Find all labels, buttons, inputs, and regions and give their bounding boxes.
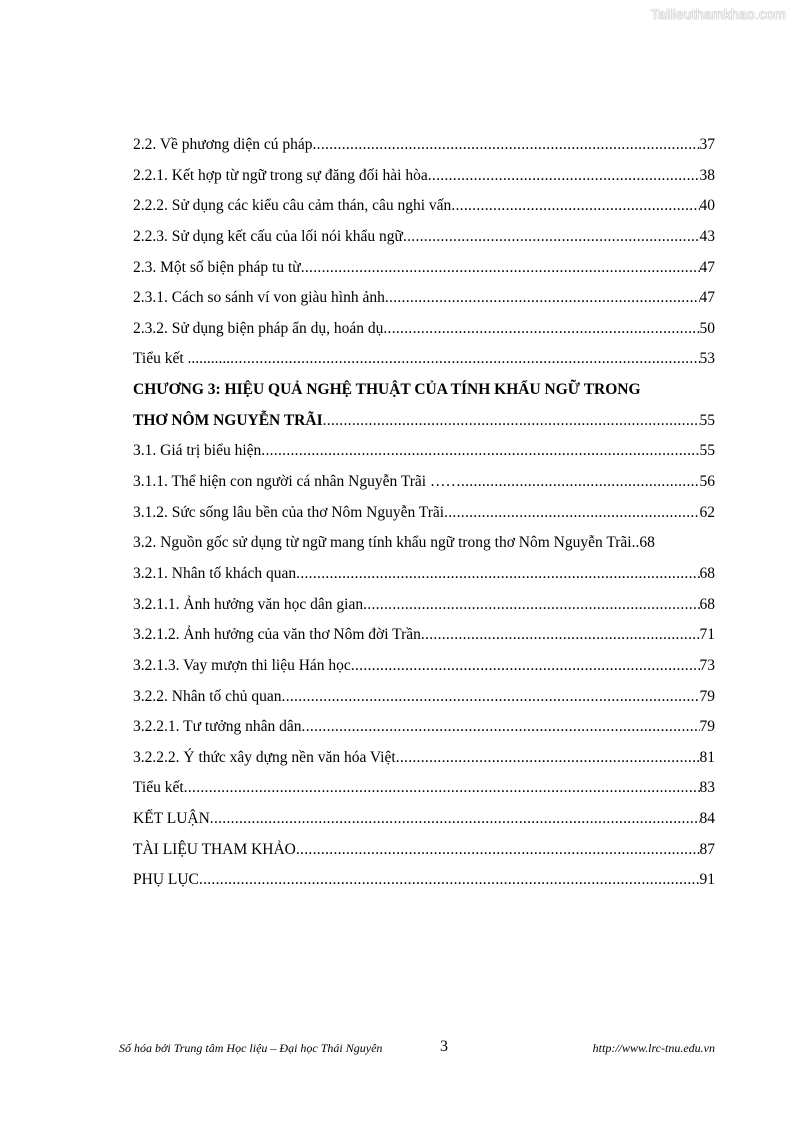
toc-page-number: 50 <box>699 319 715 337</box>
toc-entry[interactable] <box>133 620 715 651</box>
toc-page-number: 91 <box>699 871 715 889</box>
toc-label: 3.2.1.1. Ảnh hưởng văn học dân gian <box>133 595 364 613</box>
toc-page-number: 87 <box>699 840 715 858</box>
toc-entry[interactable] <box>133 436 715 467</box>
toc-label: 2.2. Về phương diện cú pháp <box>133 136 313 153</box>
toc-entry[interactable] <box>133 161 715 192</box>
leader-dots <box>351 651 700 682</box>
page-number: 3 <box>440 1038 448 1055</box>
toc-page-number: 73 <box>699 656 715 674</box>
toc-label: 3.2.2.2. Ý thức xây dựng nền văn hóa Việt <box>133 748 396 766</box>
toc-label: 3.1. Giá trị biểu hiện <box>133 442 262 460</box>
toc-label: 3.2. Nguồn gốc sử dụng từ ngữ mang tính khẩu ngữ trong thơ Nôm Nguyễn Trãi.. <box>133 534 640 552</box>
toc-entry[interactable] <box>133 222 715 253</box>
toc-label: 3.2.2. Nhân tố chủ quan <box>133 687 282 705</box>
leader-dots <box>230 344 699 375</box>
leader-dots <box>396 743 700 774</box>
toc-page-number: 79 <box>699 687 715 705</box>
toc-entry[interactable] <box>133 406 715 437</box>
leader-dots <box>421 620 700 651</box>
toc-label: 2.2.2. Sử dụng các kiểu câu cảm thán, câu nghi vấn <box>133 197 452 215</box>
toc-label: 3.1.1. Thể hiện con người cá nhân Nguyễn Trãi …… <box>133 473 461 491</box>
leader-dots <box>302 712 700 743</box>
toc-page-number: 56 <box>699 473 715 491</box>
toc-label: 3.1.2. Sức sống lâu bền của thơ Nôm Nguyễn Trãi <box>133 503 445 521</box>
toc-entry[interactable] <box>133 590 715 621</box>
toc-entry[interactable] <box>133 865 715 896</box>
toc-label: Tiểu kết ........... <box>133 350 231 368</box>
leader-dots <box>296 835 700 866</box>
leader-dots <box>363 590 699 621</box>
leader-dots <box>301 253 700 284</box>
toc-entry[interactable] <box>133 559 715 590</box>
toc-label: 2.2.3. Sử dụng kết cấu của lối nói khẩu ngữ <box>133 227 403 245</box>
toc-page-number: 47 <box>699 289 715 307</box>
leader-dots <box>323 406 700 437</box>
toc-label: 2.3.1. Cách so sánh ví von giàu hình ảnh <box>133 289 385 307</box>
leader-dots <box>403 222 700 253</box>
footer-url[interactable]: http://www.lrc-tnu.edu.vn <box>592 1041 715 1055</box>
footer-source: Số hóa bởi Trung tâm Học liệu – Đại học Thái Nguyên <box>119 1041 383 1055</box>
toc-entry[interactable] <box>133 344 715 375</box>
toc-chapter-heading[interactable] <box>133 375 715 406</box>
toc-page-number: 37 <box>699 136 715 153</box>
toc-entry[interactable] <box>133 835 715 866</box>
toc-label: CHƯƠNG 3: HIỆU QUẢ NGHỆ THUẬT CỦA TÍNH KHẨU NGỮ TRONG <box>133 381 641 399</box>
toc-page-number: 68 <box>699 595 715 613</box>
toc-entry[interactable] <box>133 773 715 804</box>
toc-page-number: 40 <box>699 197 715 215</box>
toc-page-number: 68 <box>699 564 715 582</box>
toc-entry[interactable] <box>133 498 715 529</box>
toc-label: THƠ NÔM NGUYỄN TRÃI <box>133 411 323 429</box>
toc-label: 3.2.1.2. Ảnh hưởng của văn thơ Nôm đời Trần <box>133 626 421 644</box>
toc-page-number: 55 <box>699 411 715 429</box>
leader-dots <box>312 130 699 161</box>
toc-label: 2.2.1. Kết hợp từ ngữ trong sự đăng đối hài hòa <box>133 166 428 184</box>
toc-page-number: 62 <box>699 503 715 521</box>
toc-entry[interactable] <box>133 314 715 345</box>
leader-dots <box>199 865 700 896</box>
toc-page-number: 53 <box>699 350 715 368</box>
toc-label: 3.2.1.3. Vay mượn thi liệu Hán học <box>133 656 351 674</box>
toc-entry[interactable] <box>133 467 715 498</box>
leader-dots <box>261 436 699 467</box>
toc-label: KẾT LUẬN <box>133 810 210 828</box>
toc-page-number: 38 <box>699 166 715 184</box>
toc-entry[interactable] <box>133 804 715 835</box>
toc-label: Tiểu kết <box>133 779 184 797</box>
leader-dots <box>428 161 700 192</box>
toc-page-number: 68 <box>639 534 655 552</box>
leader-dots <box>296 559 699 590</box>
toc-label: 3.2.2.1. Tư tưởng nhân dân <box>133 718 302 736</box>
toc-entry[interactable] <box>133 743 715 774</box>
leader-dots <box>210 804 700 835</box>
toc-label: PHỤ LỤC <box>133 871 199 889</box>
toc-page-number: 47 <box>699 258 715 276</box>
toc-page-number: 83 <box>699 779 715 797</box>
toc-entry[interactable] <box>133 191 715 222</box>
leader-dots <box>383 314 699 345</box>
toc-label: TÀI LIỆU THAM KHẢO <box>133 840 296 858</box>
toc-label: 3.2.1. Nhân tố khách quan <box>133 564 297 582</box>
toc-page-number: 55 <box>699 442 715 460</box>
leader-dots <box>444 498 699 529</box>
leader-dots <box>184 773 700 804</box>
toc-page-number: 81 <box>699 748 715 766</box>
toc-page-number: 84 <box>699 810 715 828</box>
toc-entry[interactable] <box>133 528 715 559</box>
toc-entry[interactable] <box>133 283 715 314</box>
toc-label: 2.3. Một số biện pháp tu từ <box>133 258 301 276</box>
toc-page-number: 71 <box>699 626 715 644</box>
leader-dots <box>451 191 699 222</box>
toc-entry[interactable] <box>133 712 715 743</box>
toc-entry[interactable] <box>133 682 715 713</box>
leader-dots <box>385 283 700 314</box>
toc-entry[interactable] <box>133 130 715 161</box>
toc-page-number: 43 <box>699 227 715 245</box>
watermark: Tailieuthamkhao.com <box>650 6 786 22</box>
toc-entry[interactable] <box>133 253 715 284</box>
toc-label: 2.3.2. Sử dụng biện pháp ẩn dụ, hoán dụ <box>133 319 384 337</box>
table-of-contents <box>133 130 715 896</box>
leader-dots <box>461 467 700 498</box>
leader-dots <box>282 682 700 713</box>
toc-entry[interactable] <box>133 651 715 682</box>
toc-page-number: 79 <box>699 718 715 736</box>
